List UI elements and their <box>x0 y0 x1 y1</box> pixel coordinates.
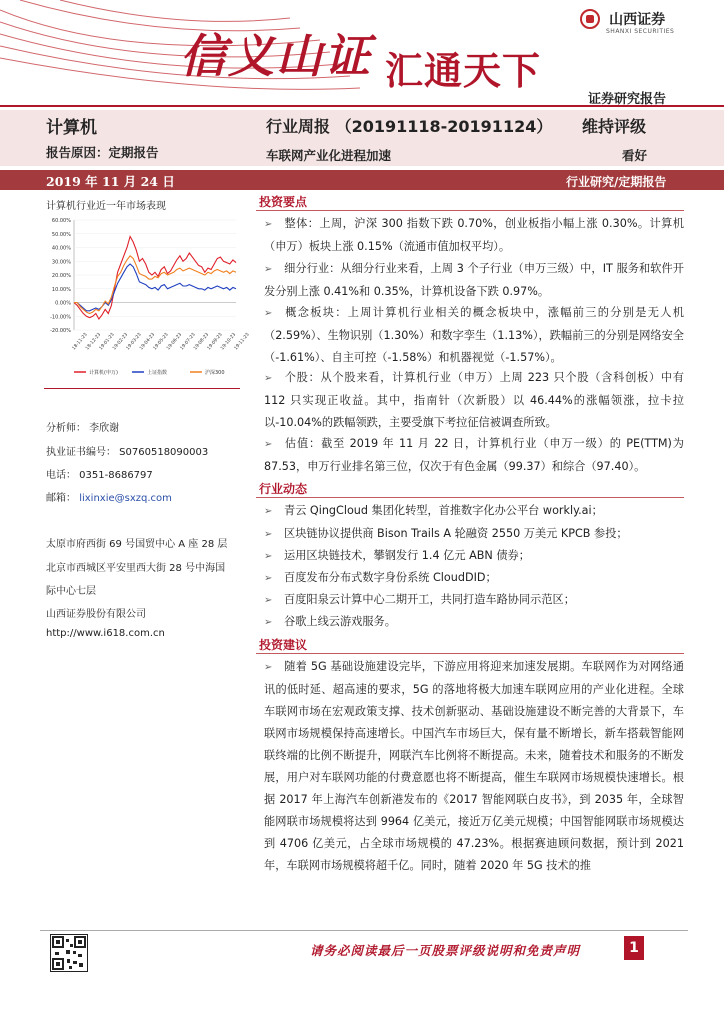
chart-x-tick-label: 19-06-23 <box>166 332 184 352</box>
news-item: ➢ 区块链协议提供商 Bison Trails A 轮融资 2550 万美元 KPCB 参投； <box>264 523 684 546</box>
page-number: 1 <box>624 936 644 960</box>
address-beijing-2: 际中心七层 <box>46 586 96 597</box>
chart-x-tick-label: 19-10-23 <box>220 332 238 352</box>
chart-x-tick-label: 19-05-23 <box>152 332 170 352</box>
chart-y-tick-label: 60.00% <box>51 218 71 224</box>
chart-y-tick-label: 50.00% <box>51 231 71 238</box>
news-item: ➢ 运用区块链技术，攀钢发行 1.4 亿元 ABN 债券； <box>264 545 684 568</box>
chart-x-tick-label: 19-04-23 <box>139 332 157 352</box>
logo-name-en: SHANXI SECURITIES <box>606 28 675 35</box>
chart-divider <box>44 388 240 389</box>
qr-code-icon <box>51 935 87 971</box>
news-item: ➢ 青云 QingCloud 集团化转型，首推数字化办公平台 workly.ai； <box>264 500 684 523</box>
market-performance-chart <box>40 212 251 384</box>
bullet-arrow-icon: ➢ <box>264 219 273 230</box>
section-rule <box>256 210 684 211</box>
summary-item: ➢ 概念板块：上周计算机行业相关的概念板块中，涨幅前三的分别是无人机（2.59%）、生物识别（1.30%）和数字孪生（1.13%），跌幅前三的分别是网络安全（-1.61%）、自主可控（-1.58%）和机器视觉（-1.57%）。 <box>264 302 684 369</box>
report-title: 行业周报 （20191118-20191124） <box>266 117 553 136</box>
bullet-arrow-icon: ➢ <box>264 595 273 606</box>
chart-x-tick-label: 19-11-23 <box>233 332 251 352</box>
footer-rule <box>40 930 688 931</box>
analyst-phone: 电话： 0351-8686797 <box>46 470 153 481</box>
address-taiyuan: 太原市府西街 69 号国贸中心 A 座 28 层 <box>46 539 228 550</box>
footer-disclaimer: 请务必阅读最后一页股票评级说明和免责声明 <box>310 943 581 958</box>
chart-x-tick-label: 19-03-23 <box>125 332 143 352</box>
analyst-name: 分析师： 李欣谢 <box>46 423 120 434</box>
chart-legend <box>74 369 225 376</box>
chart-x-tick-label: 19-08-23 <box>193 332 211 352</box>
summary-item: ➢ 细分行业：从细分行业来看，上周 3 个子行业（申万三级）中，IT 服务和软件开发分别上涨 0.41%和 0.35%，计算机设备下跌 0.97%。 <box>264 258 684 303</box>
summary-item: ➢ 整体：上周，沪深 300 指数下跌 0.70%，创业板指小幅上涨 0.30%。计算机（申万）板块上涨 0.15%（流通市值加权平均）。 <box>264 213 684 258</box>
chart-x-tick-label: 19-09-23 <box>206 332 224 352</box>
bullet-arrow-icon: ➢ <box>264 551 273 562</box>
section-advice-heading: 投资建议 <box>259 638 308 652</box>
bullet-arrow-icon: ➢ <box>264 308 273 319</box>
chart-y-tick-label: -10.00% <box>50 314 71 321</box>
rating-view: 看好 <box>622 148 648 163</box>
section-rule <box>256 497 684 498</box>
chart-y-tick-label: 0.00% <box>55 300 71 307</box>
chart-y-tick-label: 30.00% <box>51 259 71 266</box>
bullet-arrow-icon: ➢ <box>264 264 273 275</box>
address-beijing-1: 北京市西城区平安里西大街 28 号中海国 <box>46 563 226 574</box>
company-logo <box>580 8 675 35</box>
chart-x-tick-label: 18-12-23 <box>85 332 103 352</box>
bullet-arrow-icon: ➢ <box>264 506 273 517</box>
report-reason: 报告原因：定期报告 <box>46 145 159 160</box>
website-link[interactable]: http://www.i618.com.cn <box>46 628 165 639</box>
sector-name: 计算机 <box>46 118 97 138</box>
bullet-arrow-icon: ➢ <box>264 617 273 628</box>
news-item: ➢ 百度阳泉云计算中心二期开工，共同打造车路协同示范区； <box>264 589 684 612</box>
report-category: 行业研究/定期报告 <box>566 175 667 189</box>
bullet-arrow-icon: ➢ <box>264 662 273 673</box>
summary-item: ➢ 个股：从个股来看，计算机行业（申万）上周 223 只个股（含科创板）中有 112 只实现正收益。其中，指南针（次新股）以 46.44%的涨幅领涨，拉卡拉以-10.04%的跌幅领跌，主要受旗下考拉征信被调查所致。 <box>264 367 684 434</box>
chart-legend-label: 计算机(申万) <box>89 370 118 376</box>
bullet-arrow-icon: ➢ <box>264 439 273 450</box>
chart-x-tick-label: 19-02-23 <box>112 332 130 352</box>
news-item: ➢ 百度发布分布式数字身份系统 CloudDID； <box>264 567 684 590</box>
chart-series-lines <box>74 237 236 320</box>
logo-name: 山西证券 <box>609 11 666 28</box>
report-date: 2019 年 11 月 24 日 <box>46 174 175 189</box>
report-type: 证券研究报告 <box>588 92 667 107</box>
news-item: ➢ 谷歌上线云游戏服务。 <box>264 611 684 634</box>
chart-y-tick-label: 20.00% <box>51 273 71 279</box>
advice-paragraph: ➢ 随着 5G 基础设施建设完毕，下游应用将迎来加速发展期。车联网作为对网络通讯的低时延、超高速的要求，5G 的落地将极大加速车联网应用的产业化进程。全球车联网市场在宏观政策支撑、技术创新驱动、基础设施建设不断完善的大背景下，车联网市场规模保持高速增长。中国汽车市场巨大，保有量不断增长，新车搭载智能网联终端的比例不断提升，网联汽车比例将不断提高。未来，随着技术和服务的不断发展，用户对车联网功能的付费意愿也将不断提高，催生车联网市场规模快速增长。根据 2017 年上海汽车创新港发布的《2017 智能网联白皮书》，到 2035 年，全球智能网联市场规模将达到 9964 亿美元，接近万亿美元规模；中国智能网联市场规模达到 4706 亿美元，占全球市场规模的 47.23%。根据赛迪顾问数据，预计到 2021 年，车联网市场规模将超千亿。同时，随着 2020 年 5G 技术的推 <box>264 656 684 920</box>
section-rule <box>256 653 684 654</box>
chart-gridlines <box>74 220 236 330</box>
chart-x-ticks <box>71 332 251 352</box>
chart-legend-label: 沪深300 <box>205 370 225 376</box>
bullet-arrow-icon: ➢ <box>264 573 273 584</box>
email-label: 邮箱： <box>46 493 80 504</box>
slogan-second: 汇通天下 <box>385 48 542 93</box>
rating-action: 维持评级 <box>582 117 647 136</box>
bullet-arrow-icon: ➢ <box>264 529 273 540</box>
website-row <box>46 628 165 639</box>
chart-series-line <box>74 264 236 311</box>
qr-code <box>50 934 88 972</box>
company-name: 山西证券股份有限公司 <box>46 609 146 620</box>
chart-title: 计算机行业近一年市场表现 <box>46 201 166 212</box>
chart-y-tick-label: -20.00% <box>50 328 71 334</box>
logo-mark-icon <box>580 9 600 29</box>
section-summary-heading: 投资要点 <box>259 195 308 209</box>
summary-item: ➢ 估值：截至 2019 年 11 月 22 日，计算机行业（申万一级）的 PE(TTM)为 87.53，申万行业排名第三位，仅次于有色金属（99.37）和综合（97.40）。 <box>264 433 684 478</box>
email-link[interactable]: lixinxie@sxzq.com <box>79 493 172 504</box>
chart-x-tick-label: 19-01-23 <box>98 332 116 352</box>
chart-y-tick-label: 10.00% <box>51 286 71 293</box>
chart-x-tick-label: 18-11-23 <box>71 332 89 352</box>
chart-y-ticks <box>50 218 71 334</box>
chart-x-tick-label: 19-07-23 <box>179 332 197 352</box>
report-subtitle: 车联网产业化进程加速 <box>266 148 392 163</box>
section-news-heading: 行业动态 <box>259 482 308 496</box>
bullet-arrow-icon: ➢ <box>264 373 273 384</box>
slogan-first: 信义山证 <box>180 29 372 83</box>
chart-y-tick-label: 40.00% <box>51 245 71 252</box>
chart-series-line <box>74 256 236 314</box>
chart-legend-label: 上证指数 <box>147 370 168 376</box>
chart-series-line <box>74 237 236 320</box>
analyst-email-row <box>46 489 172 504</box>
analyst-cert: 执业证书编号： S0760518090003 <box>46 447 209 458</box>
